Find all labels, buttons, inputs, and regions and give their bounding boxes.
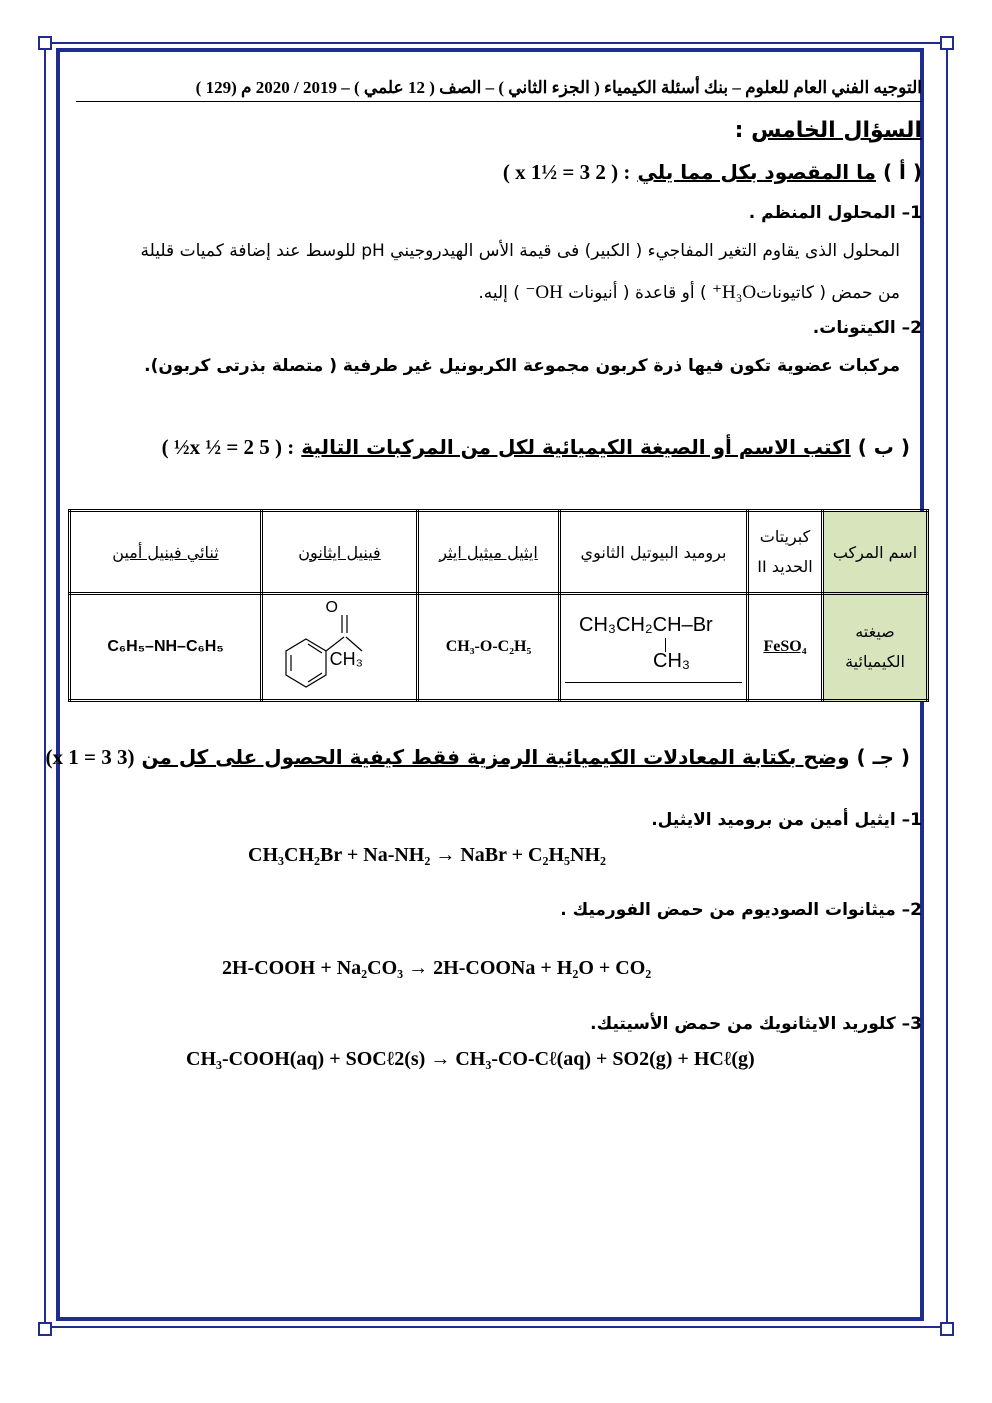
row2-header-cell: صيغته الكيميائية [823, 594, 928, 701]
row1-header-cell: اسم المركب [823, 511, 928, 594]
part-a-item1-title: 1– المحلول المنظم . [748, 203, 922, 223]
part-a-heading: ( أ ) ما المقصود بكل مما يلي : ( 2 x 1½ = 3 ) [502, 160, 922, 184]
part-c-item3-title: 3– كلوريد الايثانويك من حمض الأسيتيك. [590, 1014, 922, 1034]
table-row [70, 594, 928, 701]
part-c-heading: ( جـ ) وضح بكتابة المعادلات الكيميائية الرمزية فقط كيفية الحصول على كل من (3 x 1 = 3) [45, 745, 910, 769]
border-corner [940, 36, 954, 50]
formula-cell: CH₃-O-C₂H₅ [418, 594, 560, 701]
compound-name-cell: كبريتات الحديد II [748, 511, 823, 594]
page-header: التوجيه الفني العام للعلوم – بنك أسئلة الكيمياء ( الجزء الثاني ) – الصف ( 12 علمي ) – 2019 / 2020 م (129 ) [195, 78, 922, 97]
part-c-item1-title: 1– ايثيل أمين من بروميد الايثيل. [651, 810, 922, 830]
formula-branch: CH₃ [653, 650, 691, 672]
part-c-item2-title: 2– ميثانوات الصوديوم من حمض الفورميك . [560, 900, 922, 920]
formula-cell: C₆H₅–NH–C₆H₅ [70, 594, 262, 701]
table-row [70, 511, 928, 594]
acetophenone-structure [270, 599, 410, 695]
compound-name-cell: ثنائي فينيل أمين [70, 511, 262, 594]
compound-name-cell: بروميد البيوتيل الثانوي [560, 511, 748, 594]
border-corner [38, 36, 52, 50]
formula-main-chain: CH₃CH₂CH–Br [579, 614, 713, 636]
equation-2: 2H-COOH + Na₂CO₃ → 2H-COONa + H₂O + CO₂ [222, 957, 652, 979]
formula-cell: FeSO₄ [748, 594, 823, 701]
compound-name-cell: فينيل ايثانون [262, 511, 418, 594]
formula-cell [560, 594, 748, 701]
part-a-item1-line1: المحلول الذى يقاوم التغير المفاجيء ( الكبير) فى قيمة الأس الهيدروجيني pH للوسط عند إضافة كميات قليلة [140, 241, 900, 261]
header-divider [76, 101, 922, 102]
part-a-item1-line2: من حمض ( كاتيوناتH₃O⁺ ) أو قاعدة ( أنيونات OH⁻ ) إليه. [478, 282, 900, 303]
border-corner [940, 1322, 954, 1336]
compound-name-cell: ايثيل ميثيل ايثر [418, 511, 560, 594]
equation-1: CH₃CH₂Br + Na-NH₂ → NaBr + C₂H₅NH₂ [248, 844, 607, 866]
methyl-label: CH₃ [329, 649, 363, 669]
part-b-heading: ( ب ) اكتب الاسم أو الصيغة الكيميائية لكل من المركبات التالية : ( 5 x ½ = 2½ ) [161, 435, 910, 459]
underline-rule [565, 682, 742, 683]
formula-cell [262, 594, 418, 701]
carbonyl-oxygen-label: O [325, 599, 338, 616]
equation-3: CH₃-COOH(aq) + SOCℓ2(s) → CH₃-CO-Cℓ(aq) + SO2(g) + HCℓ(g) [186, 1048, 755, 1070]
section-title: السؤال الخامس : [734, 118, 922, 143]
part-a-item2-title: 2– الكيتونات. [812, 318, 922, 338]
compounds-table [68, 509, 929, 702]
part-a-item2-body: مركبات عضوية تكون فيها ذرة كربون مجموعة الكربونيل غير طرفية ( متصلة بذرتى كربون). [144, 356, 900, 376]
border-corner [38, 1322, 52, 1336]
